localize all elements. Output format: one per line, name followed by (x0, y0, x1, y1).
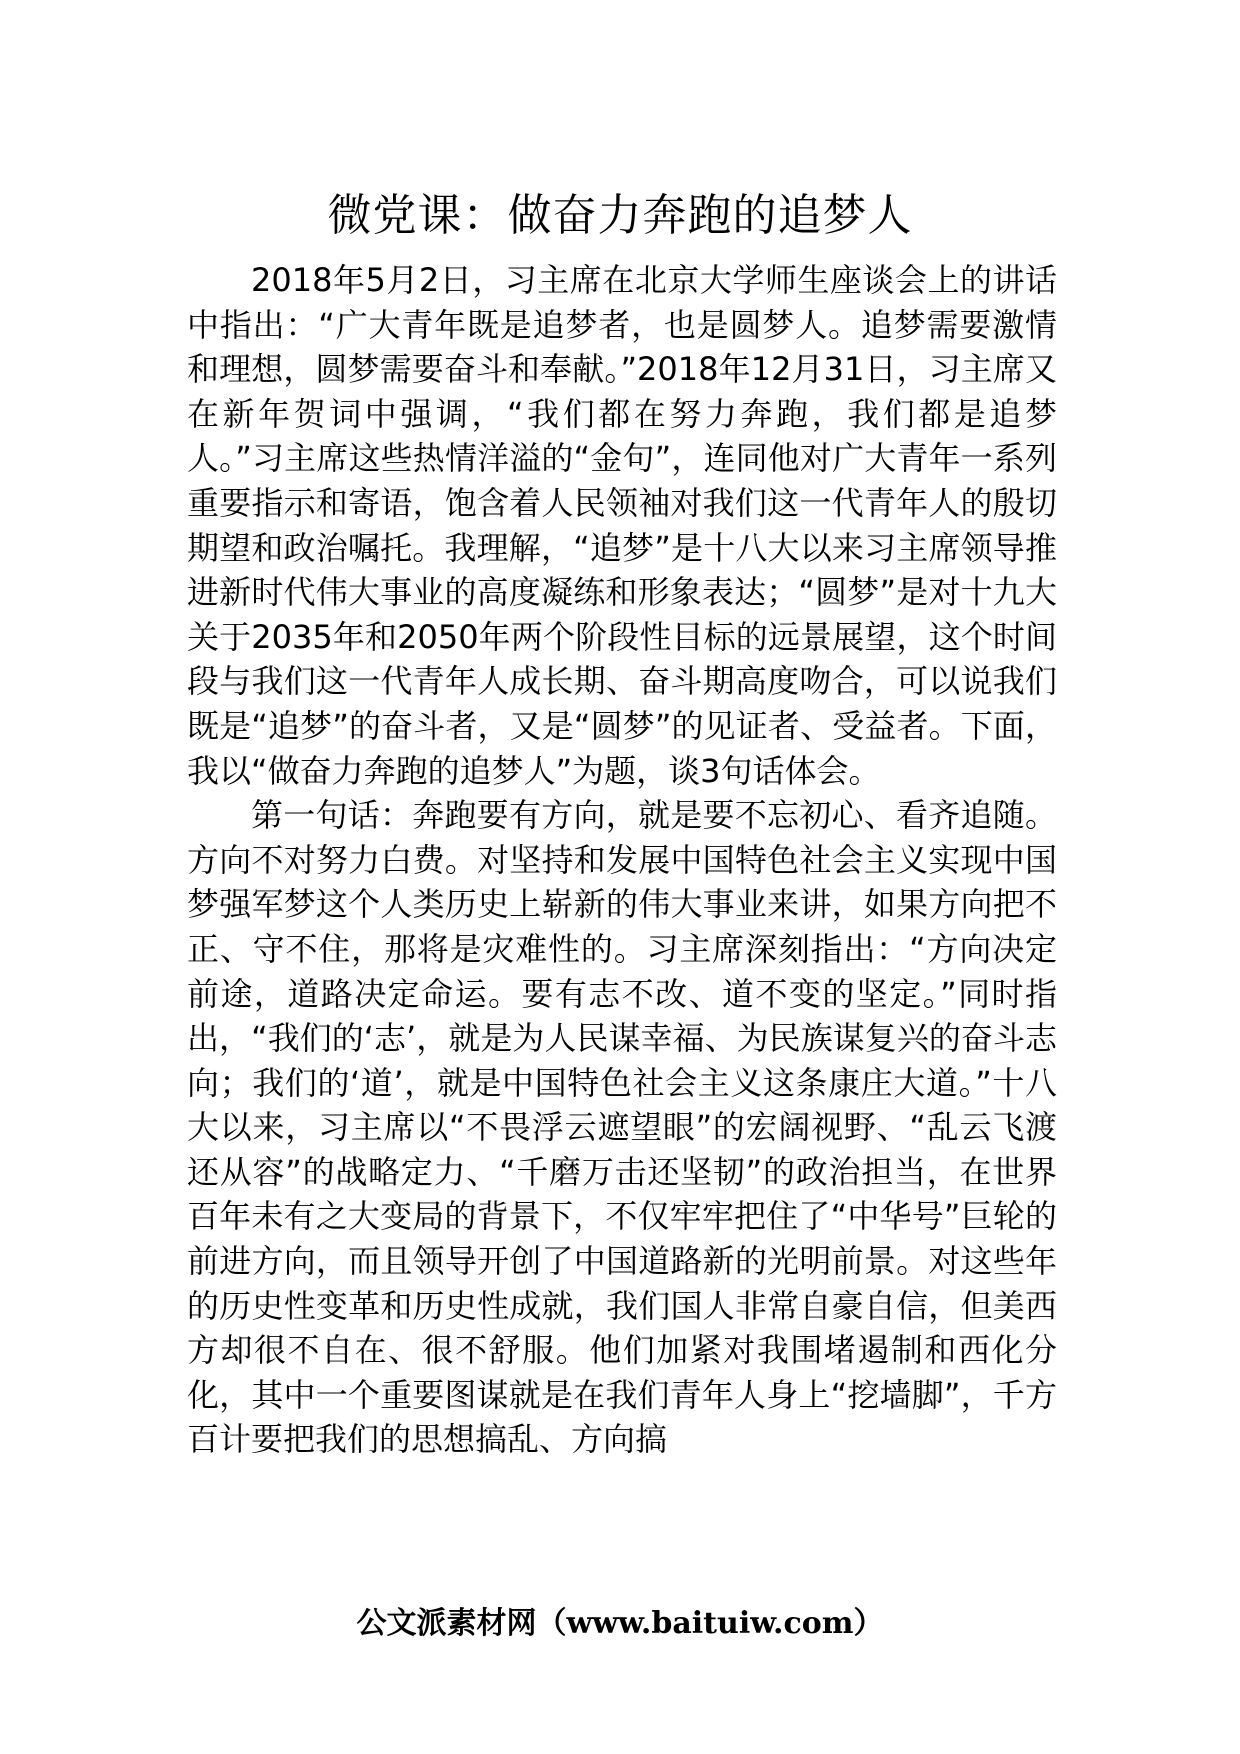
document-title: 微党课：做奋力奔跑的追梦人 (327, 190, 913, 241)
document-body (187, 258, 1057, 1462)
footer-source: 公文派素材网（www.baituiw.com） (356, 1606, 884, 1641)
paragraph-first-point: 第一句话：奔跑要有方向，就是要不忘初心、看齐追随。方向不对努力白费。对坚持和发展中国特色社会主义实现中国梦强军梦这个人类历史上崭新的伟大事业来讲，如果方向把不正、守不住，那将是灾难性的。习主席深刻指出：“方向决定前途，道路决定命运。要有志不改、道不变的坚定。”同时指出，“我们的‘志’，就是为人民谋幸福、为民族谋复兴的奋斗志向；我们的‘道’，就是中国特色社会主义这条康庄大道。”十八大以来，习主席以“不畏浮云遮望眼”的宏阔视野、“乱云飞渡还从容”的战略定力、“千磨万击还坚韧”的政治担当，在世界百年未有之大变局的背景下，不仅牢牢把住了“中华号”巨轮的前进方向，而且领导开创了中国道路新的光明前景。对这些年的历史性变革和历史性成就，我们国人非常自豪自信，但美西方却很不自在、很不舒服。他们加紧对我围堵遏制和西化分化，其中一个重要图谋就是在我们青年人身上“挖墙脚”，千方百计要把我们的思想搞乱、方向搞 (187, 796, 1057, 1459)
paragraph-intro: 2018年5月2日，习主席在北京大学师生座谈会上的讲话中指出：“广大青年既是追梦者，也是圆梦人。追梦需要激情和理想，圆梦需要奋斗和奉献。”2018年12月31日，习主席又在新年贺词中强调，“我们都在努力奔跑，我们都是追梦人。”习主席这些热情洋溢的“金句”，连同他对广大青年一系列重要指示和寄语，饱含着人民领袖对我们这一代青年人的殷切期望和政治嘱托。我理解，“追梦”是十八大以来习主席领导推进新时代伟大事业的高度凝练和形象表达；“圆梦”是对十九大关于2035年和2050年两个阶段性目标的远景展望，这个时间段与我们这一代青年人成长期、奋斗期高度吻合，可以说我们既是“追梦”的奋斗者，又是“圆梦”的见证者、受益者。下面，我以“做奋力奔跑的追梦人”为题，谈3句话体会。 (187, 261, 1057, 790)
